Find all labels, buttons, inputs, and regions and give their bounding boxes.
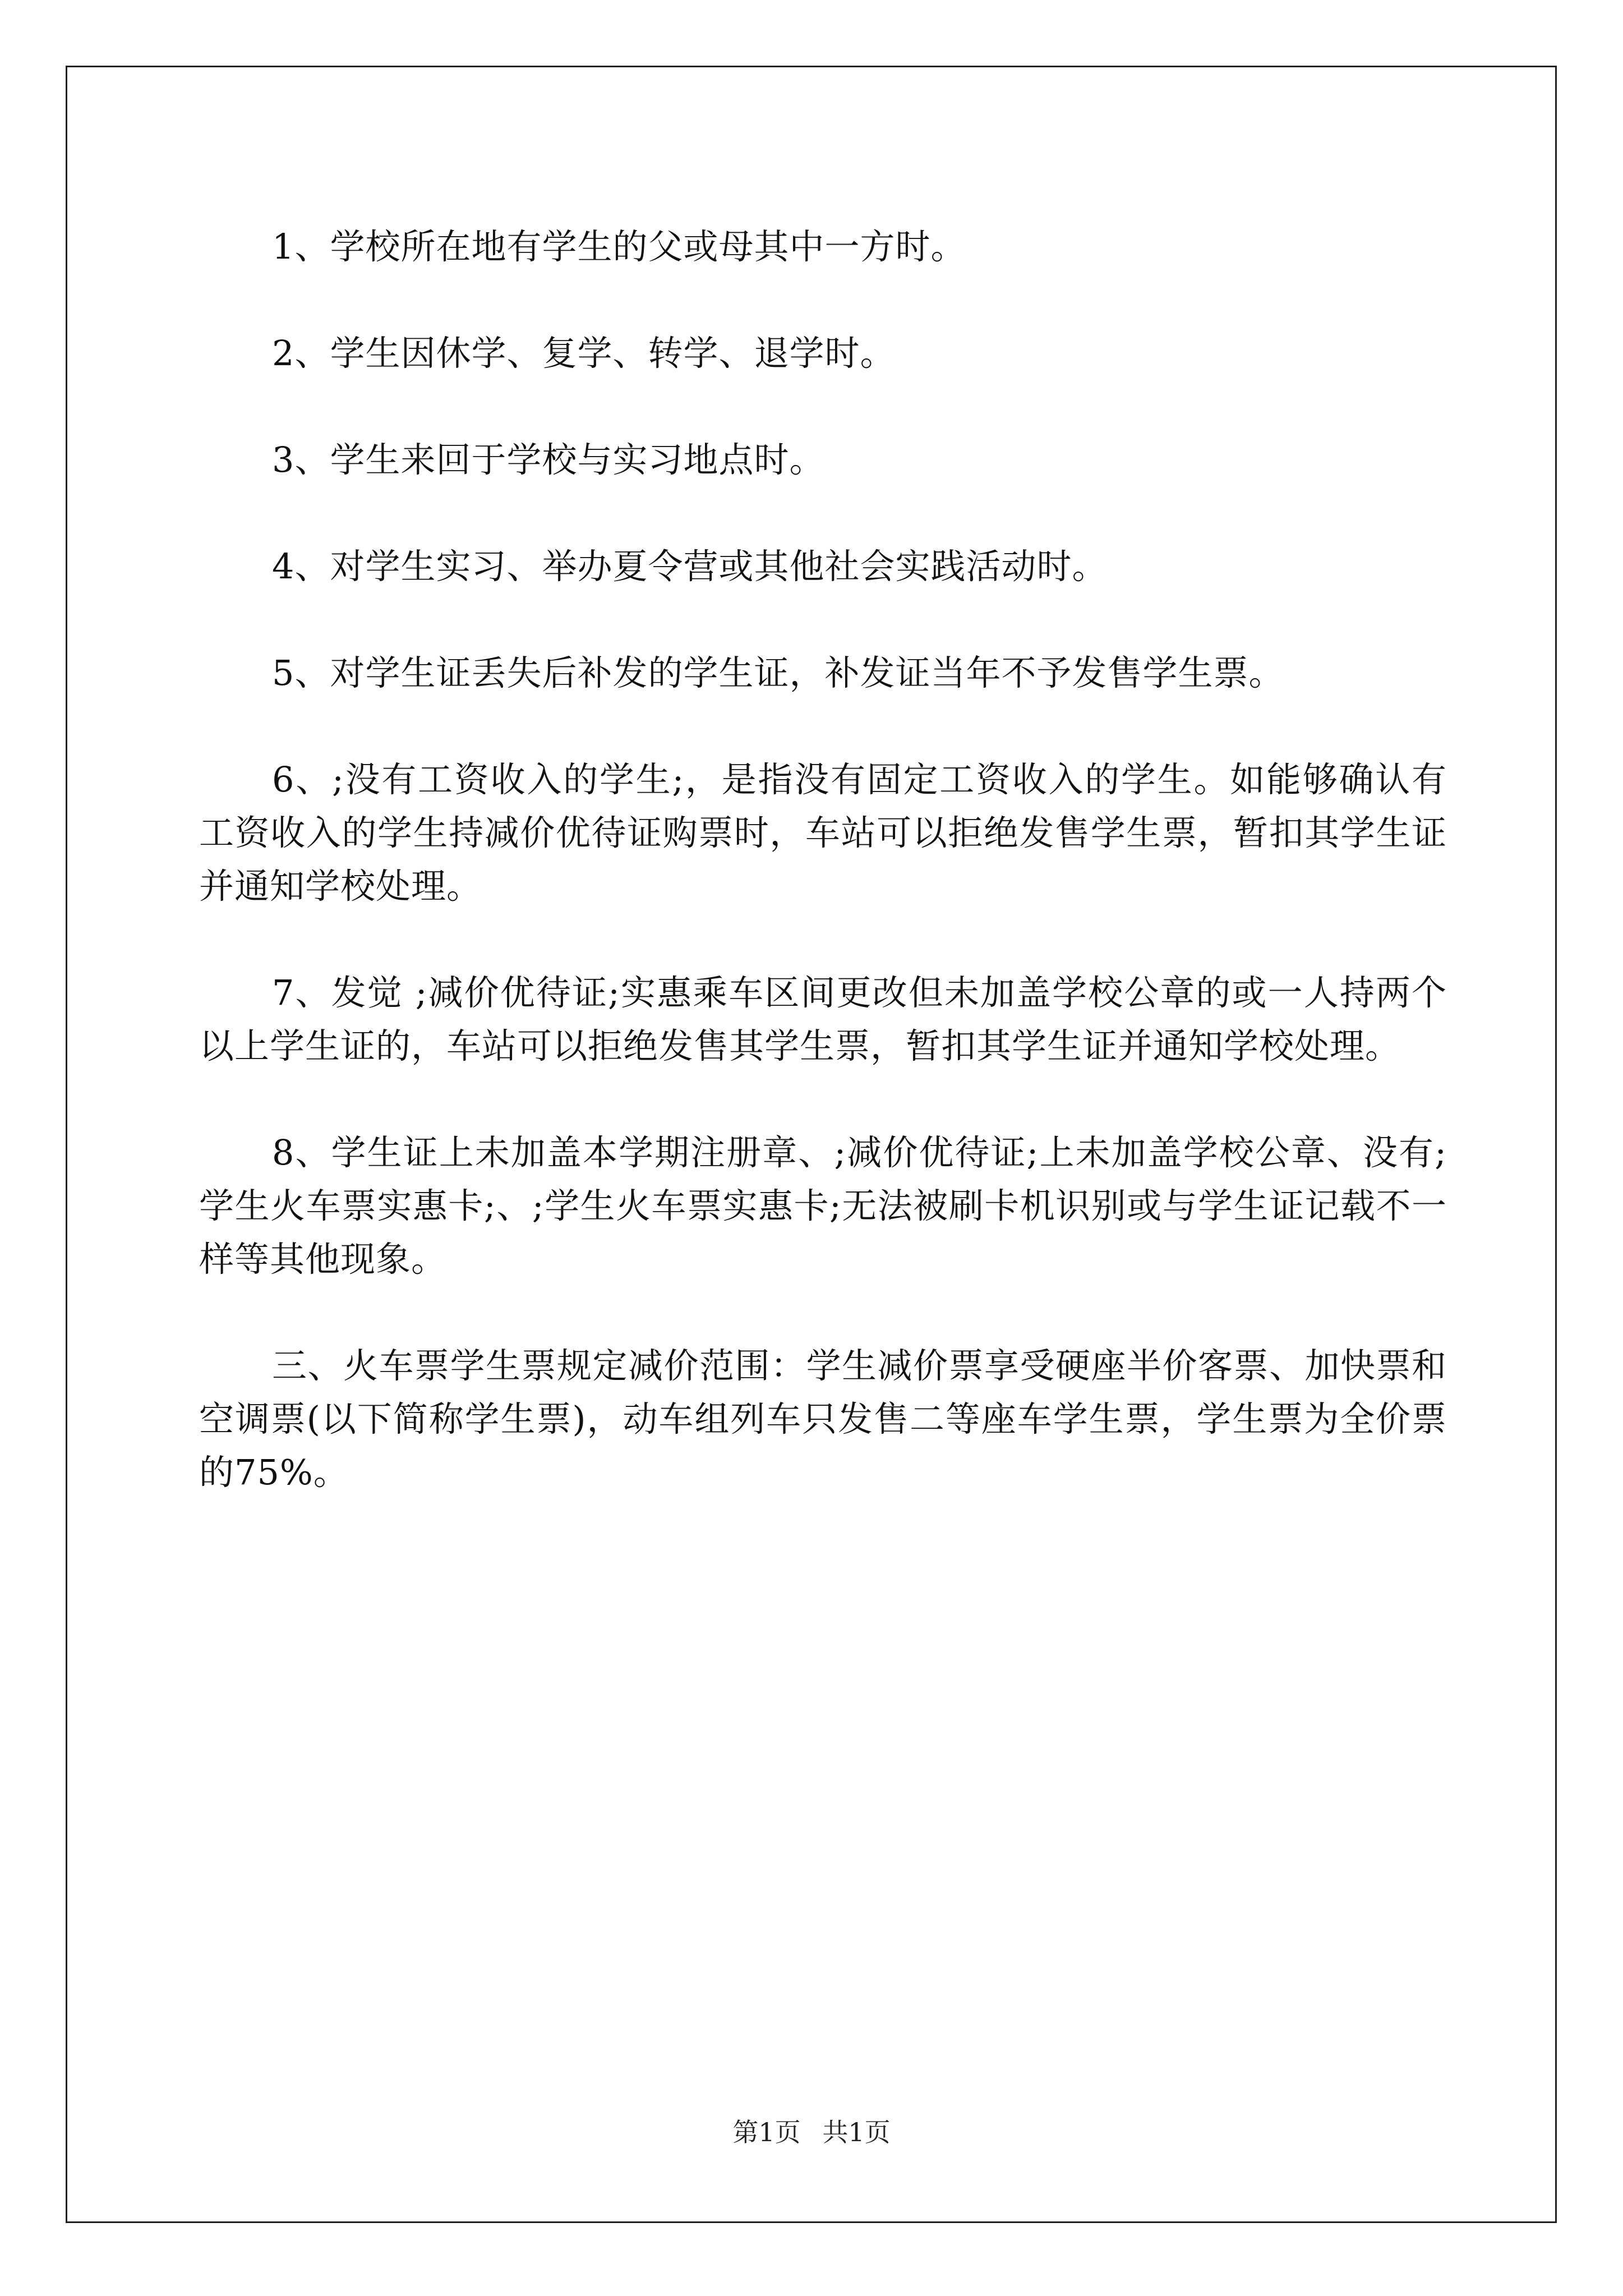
paragraph-2 bbox=[199, 326, 1447, 380]
paragraph-text: 1、学校所在地有学生的父或母其中一方时。 bbox=[272, 226, 966, 267]
paragraph-text: 5、对学生证丢失后补发的学生证，补发证当年不予发售学生票。 bbox=[272, 652, 1284, 693]
page-number-current: 第1页 bbox=[732, 2117, 801, 2147]
paragraph-1 bbox=[199, 220, 1447, 273]
paragraph-text: 6、;没有工资收入的学生;，是指没有固定工资收入的学生。如能够确认有工资收入的学生持减价优待证购票时，车站可以拒绝发售学生票，暂扣其学生证并通知学校处理。 bbox=[199, 759, 1447, 907]
paragraph-3 bbox=[199, 433, 1447, 486]
paragraph-text: 三、火车票学生票规定减价范围：学生减价票享受硬座半价客票、加快票和空调票(以下简称学生票)，动车组列车只发售二等座车学生票，学生票为全价票的75%。 bbox=[199, 1345, 1447, 1493]
paragraph-8 bbox=[199, 1126, 1447, 1286]
paragraph-text: 2、学生因休学、复学、转学、退学时。 bbox=[272, 333, 896, 374]
page-footer bbox=[0, 2112, 1623, 2149]
paragraph-text: 4、对学生实习、举办夏令营或其他社会实践活动时。 bbox=[272, 546, 1108, 587]
paragraph-5 bbox=[199, 646, 1447, 700]
paragraph-text: 7、发觉 ;减价优待证;实惠乘车区间更改但未加盖学校公章的或一人持两个以上学生证的，车站可以拒绝发售其学生票，暂扣其学生证并通知学校处理。 bbox=[199, 972, 1447, 1066]
paragraph-text: 8、学生证上未加盖本学期注册章、;减价优待证;上未加盖学校公章、没有;学生火车票实惠卡;、;学生火车票实惠卡;无法被刷卡机识别或与学生证记载不一样等其他现象。 bbox=[199, 1132, 1447, 1280]
paragraph-9 bbox=[199, 1339, 1447, 1499]
paragraph-text: 3、学生来回于学校与实习地点时。 bbox=[272, 439, 825, 480]
paragraph-6 bbox=[199, 753, 1447, 913]
paragraph-4 bbox=[199, 540, 1447, 593]
document-body bbox=[199, 220, 1447, 1552]
page-number-total: 共1页 bbox=[822, 2117, 891, 2147]
paragraph-7 bbox=[199, 966, 1447, 1073]
